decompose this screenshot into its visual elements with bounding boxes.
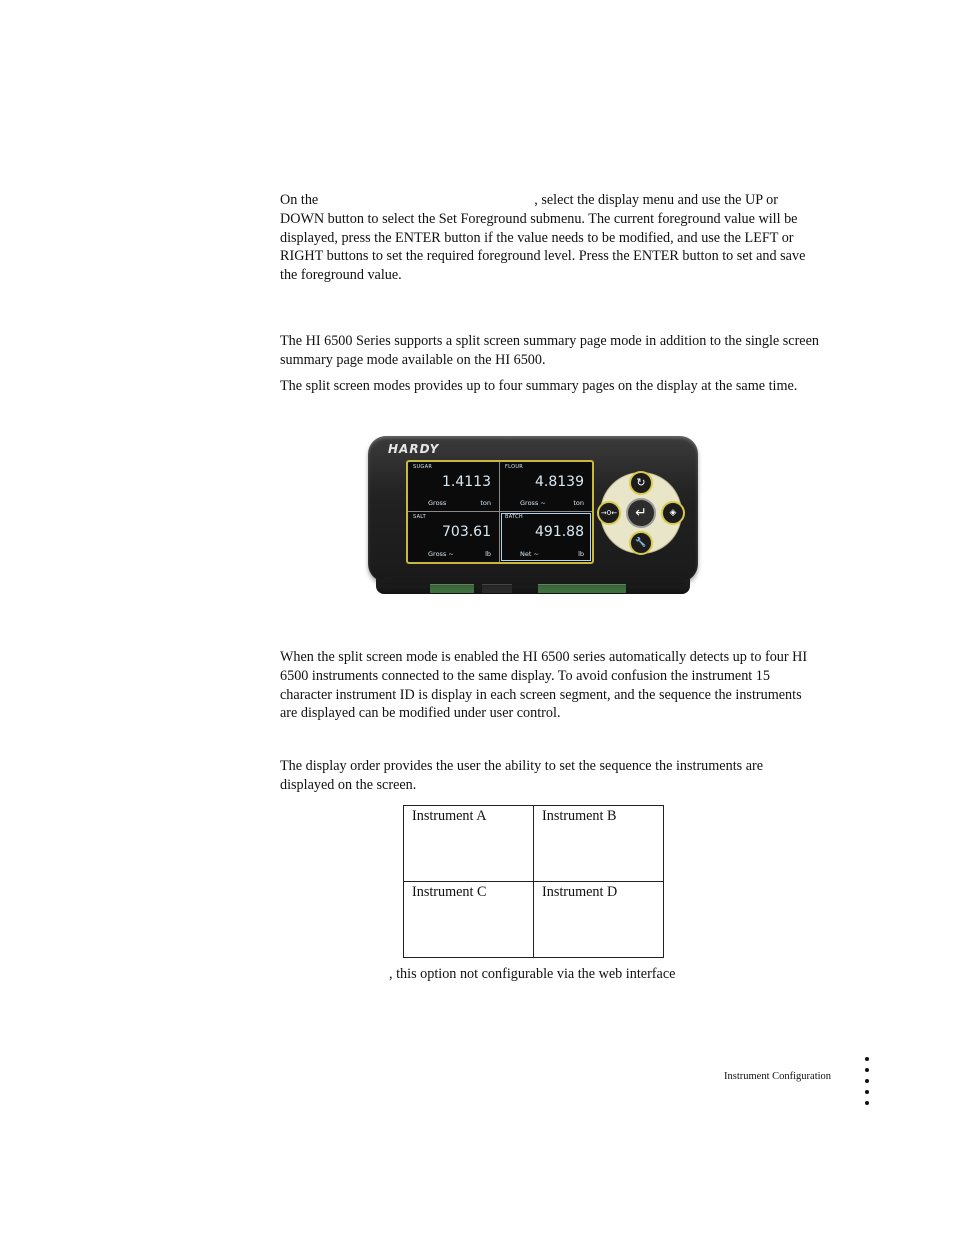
split-screen-detect: When the split screen mode is enabled the HI 6500 series automatically detects up to four HI 6500 instruments connected to the same display. To avoid confusion the instrument 15 character instrument ID is display in each screen segment, and the sequence the instruments are displayed can be modified under user control. — [280, 649, 808, 722]
segment-value: 703.61 — [442, 524, 491, 540]
split-screen-pages: The split screen modes provides up to four summary pages on the display at the same time. — [280, 378, 798, 394]
dot — [865, 1068, 869, 1072]
segment-value: 4.8139 — [535, 474, 584, 490]
segment-name: SUGAR — [413, 464, 433, 470]
instrument-d-cell: Instrument D — [534, 882, 664, 958]
up-rotate-icon: ↻ — [629, 471, 653, 495]
table-row — [404, 882, 664, 958]
footer-section-label: Instrument Configuration — [724, 1071, 832, 1082]
display-order-paragraph: The display order provides the user the ability to set the sequence the instruments are displayed on the screen. — [280, 758, 764, 793]
screen-segment-active — [500, 512, 592, 562]
segment-unit: lb — [485, 550, 491, 558]
display-order-table — [403, 805, 664, 958]
segment-mode: Gross — [428, 499, 447, 507]
usb-connector — [482, 584, 512, 593]
footer-dots — [865, 1057, 871, 1112]
lcd-screen — [406, 460, 594, 564]
segment-unit: ton — [480, 499, 491, 507]
segment-name: FLOUR — [505, 464, 524, 470]
table-row — [404, 806, 664, 882]
instrument-a-cell: Instrument A — [404, 806, 534, 882]
terminal-connector — [538, 584, 626, 593]
split-screen-intro: The HI 6500 Series supports a split screen summary page mode in addition to the single screen summary page mode available on the HI 6500. — [280, 333, 820, 368]
enter-icon: ↵ — [626, 498, 656, 528]
segment-mode: Gross ~ — [428, 550, 454, 558]
segment-value: 1.4113 — [442, 474, 491, 490]
set-foreground-paragraph — [280, 191, 820, 285]
brand-logo: HARDY — [388, 442, 440, 456]
screen-segment — [500, 462, 592, 512]
segment-name: SALT — [413, 514, 427, 520]
set-foreground-lead: On the — [280, 192, 319, 208]
device-photo — [342, 430, 728, 602]
screen-segment — [408, 512, 500, 562]
dot — [865, 1101, 869, 1105]
segment-value: 491.88 — [535, 524, 584, 540]
keypad — [600, 472, 682, 554]
segment-mode: Net ~ — [520, 550, 539, 558]
segment-name: BATCH — [505, 514, 523, 520]
caption-note: , this option not configurable via the web interface — [389, 966, 676, 982]
wrench-icon: 🔧 — [629, 531, 653, 555]
dot — [865, 1079, 869, 1083]
instrument-b-cell: Instrument B — [534, 806, 664, 882]
segment-mode: Gross ~ — [520, 499, 546, 507]
zero-icon: →0← — [597, 501, 621, 525]
dot — [865, 1057, 869, 1061]
segment-unit: lb — [578, 550, 584, 558]
segment-unit: ton — [573, 499, 584, 507]
screen-segment — [408, 462, 500, 512]
tare-icon: ◈ — [661, 501, 685, 525]
instrument-c-cell: Instrument C — [404, 882, 534, 958]
dot — [865, 1090, 869, 1094]
terminal-connector — [430, 584, 474, 593]
set-foreground-text: , select the display menu and use the UP or DOWN button to select the Set Foreground submenu. The current foreground value will be displayed, press the ENTER button if the value needs to be modified, and use the LEFT or RIGHT buttons to set the required foreground level. Press the ENTER button to set and save the foreground value. — [280, 192, 806, 284]
